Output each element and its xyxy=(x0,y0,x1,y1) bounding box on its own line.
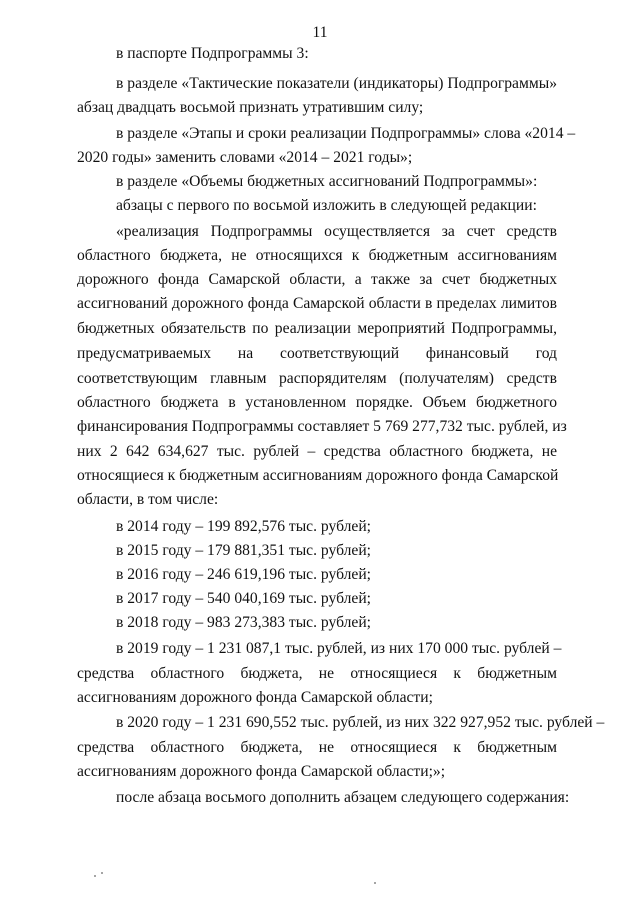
text-line: в 2020 году – 1 231 690,552 тыс. рублей, из них 322 927,952 тыс. рублей – xyxy=(116,714,605,731)
text-line: областного бюджета, не относящихся к бюджетным ассигнованиям xyxy=(77,247,557,264)
text-line: после абзаца восьмого дополнить абзацем следующего содержания: xyxy=(116,789,570,806)
text-line: в 2018 году – 983 273,383 тыс. рублей; xyxy=(116,614,372,631)
text-line: в разделе «Этапы и сроки реализации Подпрограммы» слова «2014 – xyxy=(116,125,576,142)
text-line: соответствующим главным распорядителям (получателям) средств xyxy=(77,370,557,387)
text-line: в 2015 году – 179 881,351 тыс. рублей; xyxy=(116,542,372,559)
text-line: дорожного фонда Самарской области, а также за счет бюджетных xyxy=(77,271,557,288)
text-line: ассигнованиям дорожного фонда Самарской области;»; xyxy=(77,763,446,780)
text-line: в паспорте Подпрограммы 3: xyxy=(116,45,309,62)
text-line: средства областного бюджета, не относящиеся к бюджетным xyxy=(77,665,557,682)
text-line: предусматриваемых на соответствующий финансовый год xyxy=(77,345,557,362)
text-line: в 2019 году – 1 231 087,1 тыс. рублей, из них 170 000 тыс. рублей – xyxy=(116,640,562,657)
text-line: абзац двадцать восьмой признать утратившим силу; xyxy=(77,99,424,116)
scan-speck xyxy=(101,872,103,874)
text-line: бюджетных обязательств по реализации мероприятий Подпрограммы, xyxy=(77,320,557,337)
text-line: 2020 годы» заменить словами «2014 – 2021 годы»; xyxy=(77,149,413,166)
text-line: средства областного бюджета, не относящиеся к бюджетным xyxy=(77,739,557,756)
scan-speck xyxy=(94,875,96,877)
text-line: в разделе «Тактические показатели (индикаторы) Подпрограммы» xyxy=(116,75,557,92)
scan-speck xyxy=(374,882,376,884)
text-line: финансирования Подпрограммы составляет 5 769 277,732 тыс. рублей, из xyxy=(77,418,567,435)
text-line: «реализация Подпрограммы осуществляется за счет средств xyxy=(116,223,557,240)
text-line: в разделе «Объемы бюджетных ассигнований Подпрограммы»: xyxy=(116,173,538,190)
text-line: относящиеся к бюджетным ассигнованиям дорожного фонда Самарской xyxy=(77,467,559,484)
text-line: в 2017 году – 540 040,169 тыс. рублей; xyxy=(116,590,372,607)
text-line: в 2016 году – 246 619,196 тыс. рублей; xyxy=(116,566,372,583)
text-line: абзацы с первого по восьмой изложить в следующей редакции: xyxy=(116,197,537,214)
text-line: ассигнованиям дорожного фонда Самарской области; xyxy=(77,689,433,706)
text-line: областного бюджета в установленном порядке. Объем бюджетного xyxy=(77,394,557,411)
text-line: ассигнований дорожного фонда Самарской области в пределах лимитов xyxy=(77,295,557,312)
page-number: 11 xyxy=(312,24,328,41)
text-line: в 2014 году – 199 892,576 тыс. рублей; xyxy=(116,518,372,535)
text-line: них 2 642 634,627 тыс. рублей – средства областного бюджета, не xyxy=(77,443,557,460)
text-line: области, в том числе: xyxy=(77,491,219,508)
